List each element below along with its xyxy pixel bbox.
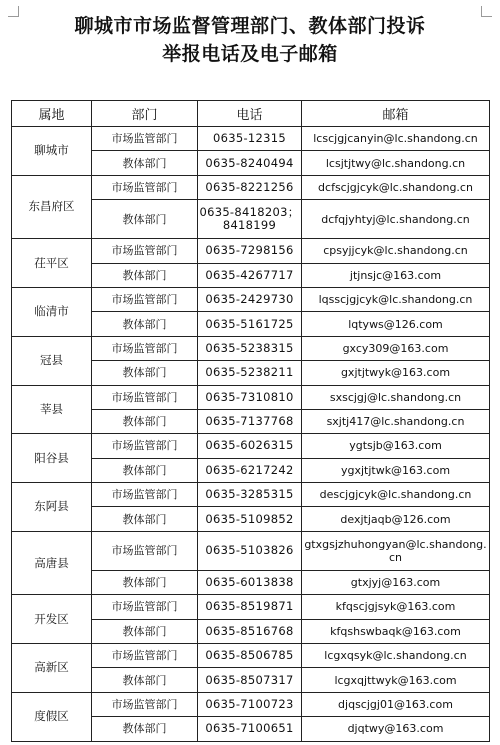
header-dept: 部门 <box>92 101 198 127</box>
email-cell: lcsjtjtwy@lc.shandong.cn <box>302 151 490 175</box>
email-cell: gxjtjtwyk@163.com <box>302 361 490 385</box>
email-cell: gxcy309@163.com <box>302 336 490 360</box>
email-cell: dcfqjyhtyj@lc.shandong.cn <box>302 200 490 239</box>
dept-cell: 市场监管部门 <box>92 336 198 360</box>
dept-cell: 市场监管部门 <box>92 595 198 619</box>
phone-cell: 0635-5238315 <box>198 336 302 360</box>
table-row <box>12 531 490 570</box>
region-cell: 东昌府区 <box>12 175 92 238</box>
region-cell: 茌平区 <box>12 239 92 288</box>
email-cell: lcgxqjttwyk@163.com <box>302 668 490 692</box>
email-cell: lqtyws@126.com <box>302 312 490 336</box>
region-cell: 开发区 <box>12 595 92 644</box>
dept-cell: 教体部门 <box>92 312 198 336</box>
phone-cell: 0635-6026315 <box>198 434 302 458</box>
phone-cell: 0635-8240494 <box>198 151 302 175</box>
phone-cell: 0635-8506785 <box>198 644 302 668</box>
dept-cell: 市场监管部门 <box>92 434 198 458</box>
region-cell: 临清市 <box>12 287 92 336</box>
table-row <box>12 127 490 151</box>
title-line-1: 聊城市市场监督管理部门、教体部门投诉 <box>74 15 426 37</box>
phone-cell: 0635-6013838 <box>198 570 302 594</box>
region-cell: 莘县 <box>12 385 92 434</box>
phone-cell: 0635-8221256 <box>198 175 302 199</box>
dept-cell: 教体部门 <box>92 151 198 175</box>
email-cell: lqsscjgjcyk@lc.shandong.cn <box>302 287 490 311</box>
region-cell: 东阿县 <box>12 483 92 532</box>
dept-cell: 教体部门 <box>92 200 198 239</box>
phone-cell: 0635-8519871 <box>198 595 302 619</box>
email-cell: jtjnsjc@163.com <box>302 263 490 287</box>
region-cell: 度假区 <box>12 692 92 741</box>
email-cell: djqscjgj01@163.com <box>302 692 490 716</box>
email-cell: gtxgsjzhuhongyan@lc.shandong.cn <box>302 531 490 570</box>
dept-cell: 教体部门 <box>92 570 198 594</box>
phone-cell: 0635-8516768 <box>198 619 302 643</box>
table-row <box>12 239 490 263</box>
table-row <box>12 175 490 199</box>
dept-cell: 教体部门 <box>92 619 198 643</box>
header-region: 属地 <box>12 101 92 127</box>
table-row <box>12 483 490 507</box>
table-row <box>12 336 490 360</box>
dept-cell: 教体部门 <box>92 361 198 385</box>
email-cell: lcscjgjcanyin@lc.shandong.cn <box>302 127 490 151</box>
phone-cell: 0635-5161725 <box>198 312 302 336</box>
contact-table <box>11 100 490 742</box>
table-row <box>12 287 490 311</box>
phone-cell: 0635-2429730 <box>198 287 302 311</box>
phone-cell: 0635-7137768 <box>198 409 302 433</box>
email-cell: sxjtj417@lc.shandong.cn <box>302 409 490 433</box>
email-cell: kfqscjgjsyk@163.com <box>302 595 490 619</box>
phone-cell: 0635-8418203；8418199 <box>198 200 302 239</box>
region-cell: 聊城市 <box>12 127 92 176</box>
phone-cell: 0635-8507317 <box>198 668 302 692</box>
email-cell: sxscjgj@lc.shandong.cn <box>302 385 490 409</box>
region-cell: 高新区 <box>12 644 92 693</box>
phone-cell: 0635-3285315 <box>198 483 302 507</box>
document-title <box>0 12 500 68</box>
email-cell: dexjtjaqb@126.com <box>302 507 490 531</box>
phone-cell: 0635-6217242 <box>198 458 302 482</box>
table-row <box>12 434 490 458</box>
email-cell: gtxjyj@163.com <box>302 570 490 594</box>
dept-cell: 市场监管部门 <box>92 239 198 263</box>
dept-cell: 教体部门 <box>92 263 198 287</box>
email-cell: djqtwy@163.com <box>302 717 490 741</box>
phone-cell: 0635-7100651 <box>198 717 302 741</box>
email-cell: descjgjcyk@lc.shandong.cn <box>302 483 490 507</box>
dept-cell: 市场监管部门 <box>92 127 198 151</box>
dept-cell: 市场监管部门 <box>92 385 198 409</box>
email-cell: cpsyjjcyk@lc.shandong.cn <box>302 239 490 263</box>
dept-cell: 市场监管部门 <box>92 531 198 570</box>
dept-cell: 市场监管部门 <box>92 644 198 668</box>
phone-cell: 0635-7100723 <box>198 692 302 716</box>
dept-cell: 教体部门 <box>92 458 198 482</box>
phone-cell: 0635-4267717 <box>198 263 302 287</box>
dept-cell: 教体部门 <box>92 409 198 433</box>
header-phone: 电话 <box>198 101 302 127</box>
region-cell: 冠县 <box>12 336 92 385</box>
dept-cell: 市场监管部门 <box>92 175 198 199</box>
table-row <box>12 595 490 619</box>
email-cell: lcgxqsyk@lc.shandong.cn <box>302 644 490 668</box>
phone-cell: 0635-12315 <box>198 127 302 151</box>
table-row <box>12 644 490 668</box>
phone-cell: 0635-7310810 <box>198 385 302 409</box>
phone-cell: 0635-5109852 <box>198 507 302 531</box>
dept-cell: 教体部门 <box>92 668 198 692</box>
header-email: 邮箱 <box>302 101 490 127</box>
phone-cell: 0635-5103826 <box>198 531 302 570</box>
region-cell: 高唐县 <box>12 531 92 594</box>
dept-cell: 教体部门 <box>92 717 198 741</box>
dept-cell: 市场监管部门 <box>92 483 198 507</box>
region-cell: 阳谷县 <box>12 434 92 483</box>
table-row <box>12 692 490 716</box>
table-header-row <box>12 101 490 127</box>
dept-cell: 教体部门 <box>92 507 198 531</box>
phone-cell: 0635-5238211 <box>198 361 302 385</box>
table-row <box>12 385 490 409</box>
email-cell: dcfscjgjcyk@lc.shandong.cn <box>302 175 490 199</box>
email-cell: kfqshswbaqk@163.com <box>302 619 490 643</box>
dept-cell: 市场监管部门 <box>92 692 198 716</box>
email-cell: ygtsjb@163.com <box>302 434 490 458</box>
dept-cell: 市场监管部门 <box>92 287 198 311</box>
email-cell: ygxjtjtwk@163.com <box>302 458 490 482</box>
title-line-2: 举报电话及电子邮箱 <box>162 43 338 65</box>
phone-cell: 0635-7298156 <box>198 239 302 263</box>
